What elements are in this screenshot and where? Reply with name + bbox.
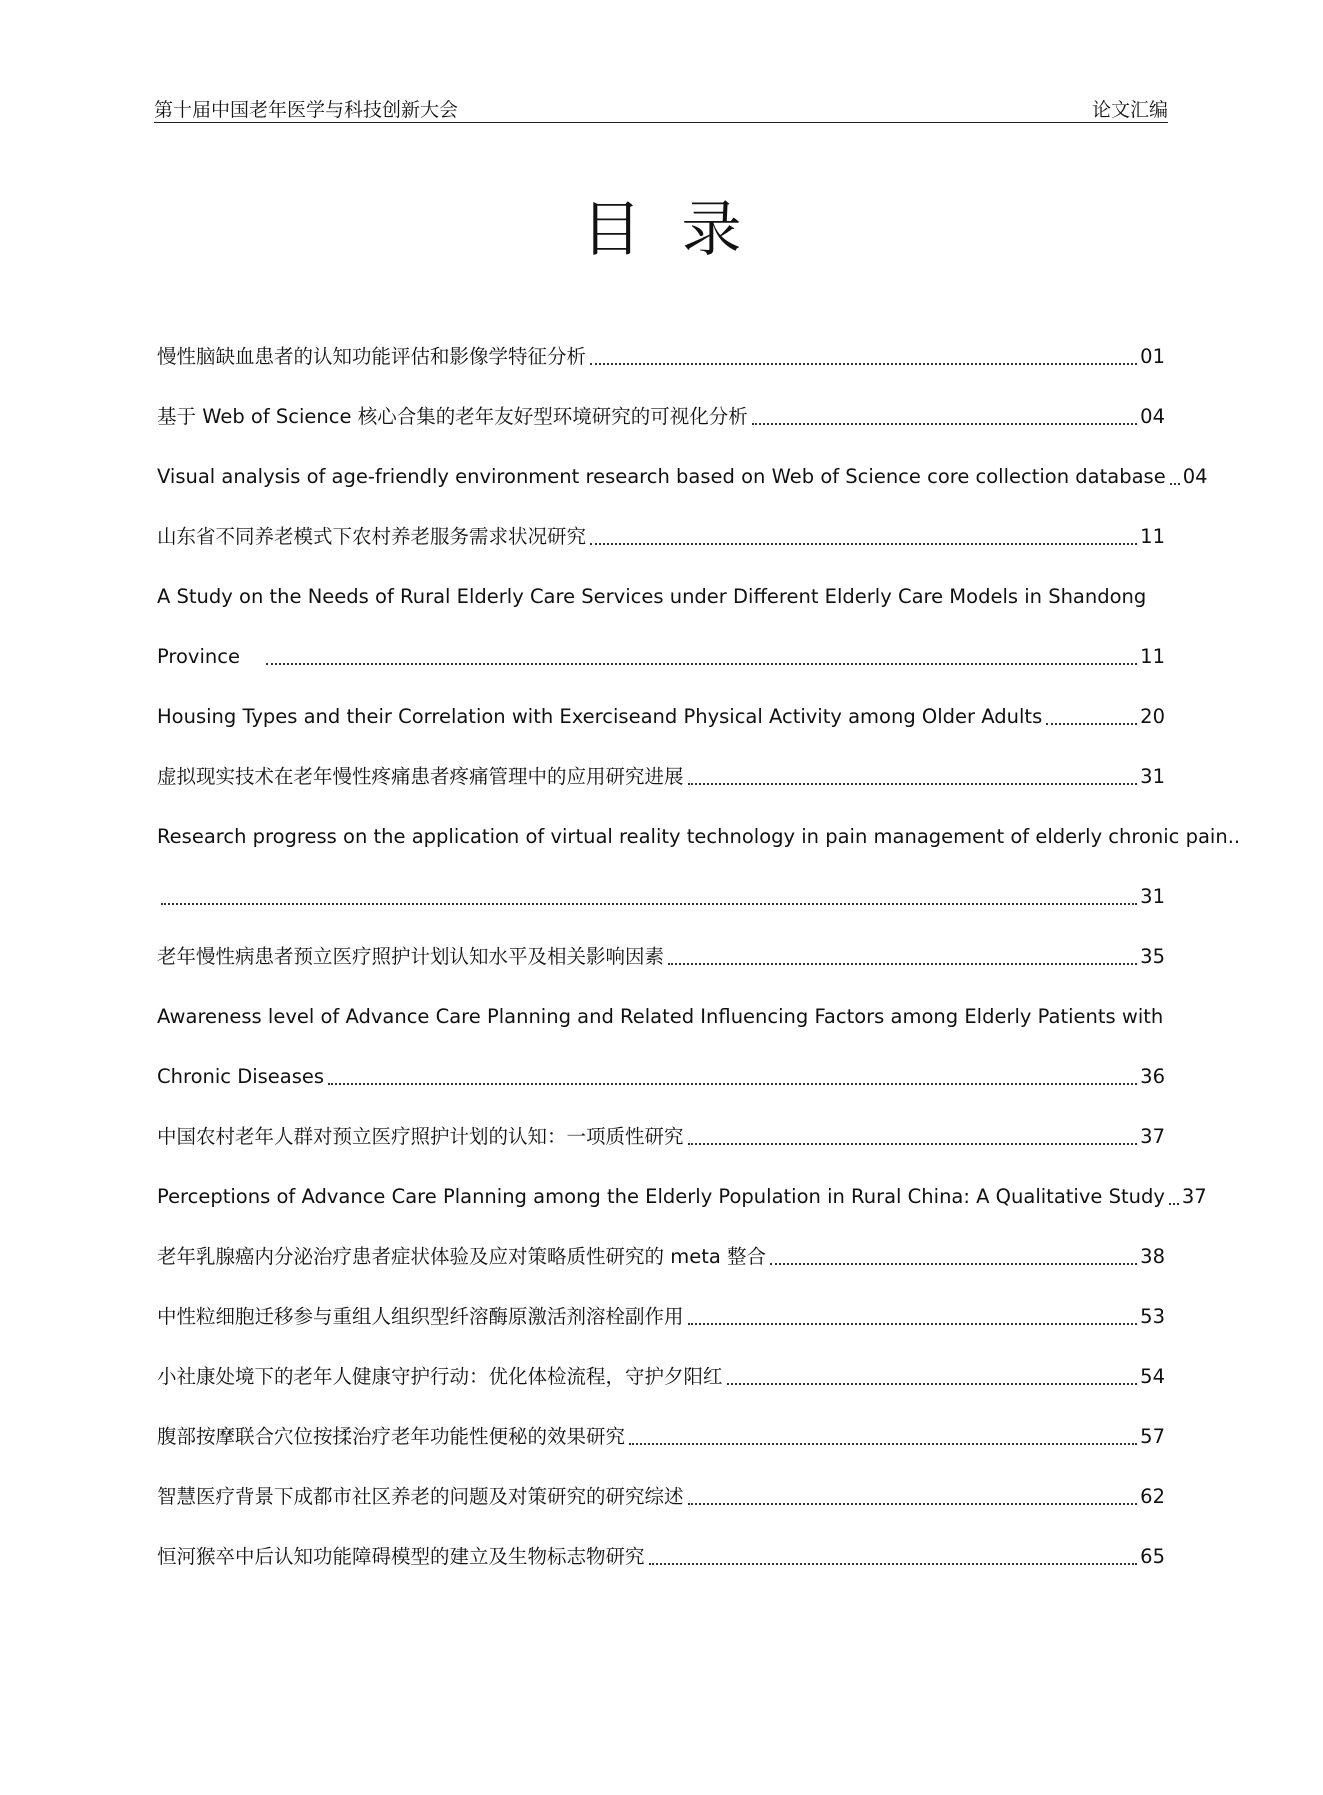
toc-entry-page: 11 — [1140, 525, 1165, 548]
dot-leader — [649, 1562, 1138, 1565]
dot-leader — [727, 1382, 1138, 1385]
toc-entry-page: 04 — [1182, 465, 1208, 488]
toc-entry[interactable] — [157, 1407, 1165, 1467]
toc-entry-title: 老年乳腺癌内分泌治疗患者症状体验及应对策略质性研究的 meta 整合 — [157, 1245, 766, 1268]
dot-leader — [752, 422, 1137, 425]
toc-entry-title: 基于 Web of Science 核心合集的老年友好型环境研究的可视化分析 — [157, 405, 748, 428]
dot-leader — [1046, 722, 1137, 725]
toc-entry[interactable] — [157, 1107, 1165, 1167]
toc-entry[interactable] — [157, 687, 1165, 747]
toc-entry[interactable] — [157, 1347, 1165, 1407]
toc-entry-title: Visual analysis of age-friendly environment research based on Web of Science core collection database — [157, 465, 1166, 488]
toc-entry-title: 智慧医疗背景下成都市社区养老的问题及对策研究的研究综述 — [157, 1485, 684, 1508]
toc-entry[interactable] — [157, 1467, 1165, 1527]
toc-entry-page: 57 — [1140, 1425, 1165, 1448]
toc-entry-continuation[interactable] — [157, 627, 1165, 687]
dot-leader — [688, 782, 1138, 785]
dot-leader — [688, 1142, 1138, 1145]
toc-entry[interactable] — [157, 927, 1165, 987]
toc-entry-page: 54 — [1140, 1365, 1165, 1388]
dot-leader — [668, 962, 1137, 965]
toc-entry-title: 慢性脑缺血患者的认知功能评估和影像学特征分析 — [157, 345, 587, 368]
toc-entry-title: Research progress on the application of virtual reality technology in pain management of elderly chronic pain.. — [157, 825, 1241, 848]
dot-leader — [1170, 482, 1180, 485]
dot-leader — [688, 1502, 1138, 1505]
dot-leader — [266, 662, 1137, 665]
toc-entry-title: Perceptions of Advance Care Planning among the Elderly Population in Rural China: A Qualitative Study — [157, 1185, 1165, 1208]
dot-leader — [590, 542, 1137, 545]
toc-entry-page: 20 — [1140, 705, 1165, 728]
toc-entry[interactable] — [157, 1167, 1207, 1227]
toc-entry-title: 小社康处境下的老年人健康守护行动：优化体检流程，守护夕阳红 — [157, 1365, 723, 1388]
toc-entry-continuation[interactable] — [157, 867, 1165, 927]
toc-entry-page: 04 — [1140, 405, 1165, 428]
toc-entry[interactable] — [157, 1527, 1165, 1587]
header-rule — [154, 122, 1168, 123]
toc-entry-title: Province — [157, 645, 240, 668]
toc-entry-page: 37 — [1140, 1125, 1165, 1148]
dot-leader — [1169, 1202, 1179, 1205]
dot-leader — [161, 902, 1137, 905]
toc-entry-page: 35 — [1140, 945, 1165, 968]
dot-leader — [770, 1262, 1137, 1265]
page-title: 目录 — [581, 195, 782, 265]
toc-entry[interactable] — [157, 1287, 1165, 1347]
header-conference-name: 第十届中国老年医学与科技创新大会 — [154, 99, 459, 121]
toc-entry[interactable] — [157, 1227, 1165, 1287]
toc-entry-title: 恒河猴卒中后认知功能障碍模型的建立及生物标志物研究 — [157, 1545, 645, 1568]
dot-leader — [328, 1082, 1137, 1085]
toc-entry-page: 31 — [1140, 765, 1165, 788]
toc-entry-title: 中国农村老年人群对预立医疗照护计划的认知：一项质性研究 — [157, 1125, 684, 1148]
dot-leader — [590, 362, 1137, 365]
toc-entry-title: Awareness level of Advance Care Planning and Related Influencing Factors among Elderly Patients with — [157, 1005, 1164, 1028]
toc-entry[interactable] — [157, 747, 1165, 807]
toc-entry-title: Housing Types and their Correlation with Exerciseand Physical Activity among Older Adults — [157, 705, 1043, 728]
toc-entry-title: 腹部按摩联合穴位按揉治疗老年功能性便秘的效果研究 — [157, 1425, 626, 1448]
table-of-contents — [157, 327, 1241, 1587]
toc-entry[interactable] — [157, 987, 1165, 1047]
dot-leader — [688, 1322, 1138, 1325]
toc-entry-page: 36 — [1140, 1065, 1165, 1088]
dot-leader — [629, 1442, 1137, 1445]
toc-entry-page: 11 — [1140, 645, 1165, 668]
toc-entry[interactable] — [157, 447, 1208, 507]
toc-entry-page: 38 — [1140, 1245, 1165, 1268]
toc-entry-page: 65 — [1140, 1545, 1165, 1568]
toc-entry-title: A Study on the Needs of Rural Elderly Care Services under Different Elderly Care Models in Shandong — [157, 585, 1147, 608]
toc-entry-title: 老年慢性病患者预立医疗照护计划认知水平及相关影响因素 — [157, 945, 665, 968]
toc-entry-page: 31 — [1140, 885, 1165, 908]
toc-entry-page: 53 — [1140, 1305, 1165, 1328]
toc-entry[interactable] — [157, 327, 1165, 387]
toc-entry[interactable] — [157, 507, 1165, 567]
toc-entry[interactable] — [157, 387, 1165, 447]
toc-entry-continuation[interactable] — [157, 1047, 1165, 1107]
toc-entry-title: 虚拟现实技术在老年慢性疼痛患者疼痛管理中的应用研究进展 — [157, 765, 684, 788]
toc-entry[interactable] — [157, 807, 1241, 867]
toc-entry-page: 01 — [1140, 345, 1165, 368]
running-header — [154, 92, 1168, 122]
toc-entry-title: Chronic Diseases — [157, 1065, 325, 1088]
toc-entry-page: 37 — [1181, 1185, 1207, 1208]
toc-entry-title: 山东省不同养老模式下农村养老服务需求状况研究 — [157, 525, 587, 548]
toc-entry-page: 62 — [1140, 1485, 1165, 1508]
toc-entry[interactable] — [157, 567, 1165, 627]
header-section-name: 论文汇编 — [1091, 99, 1168, 121]
toc-entry-title: 中性粒细胞迁移参与重组人组织型纤溶酶原激活剂溶栓副作用 — [157, 1305, 684, 1328]
